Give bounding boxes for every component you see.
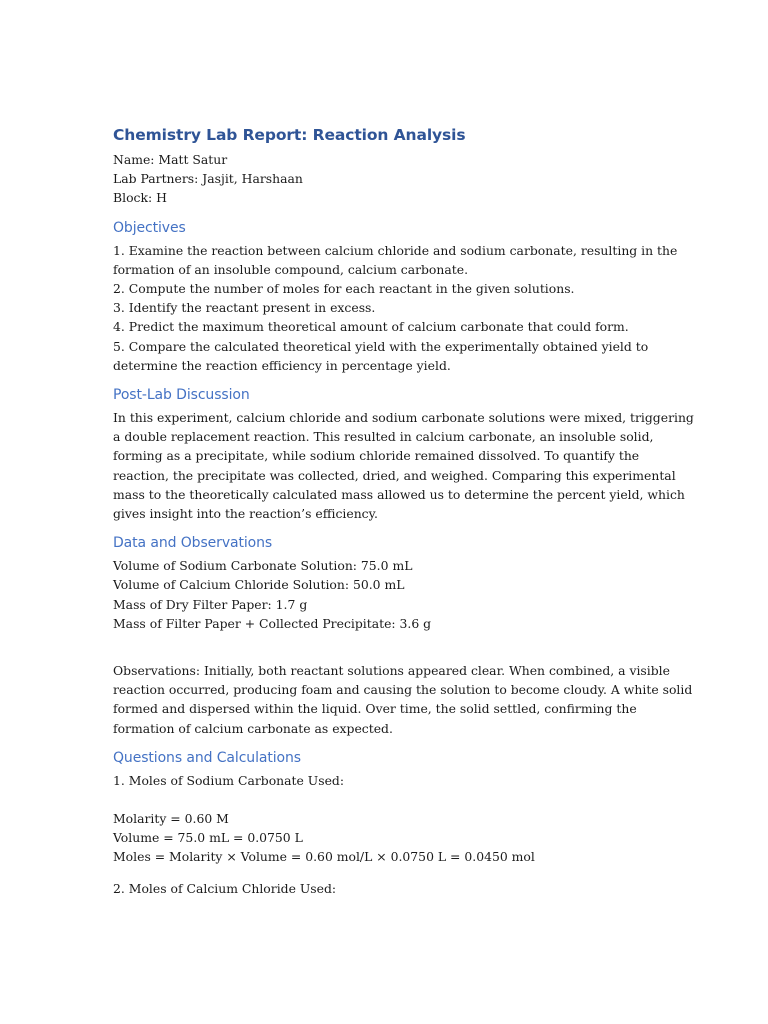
objective-line: formation of an insoluble compound, calcium carbonate. xyxy=(113,261,469,277)
calc-line: Volume = 75.0 mL = 0.0750 L xyxy=(113,830,303,846)
data-line: Mass of Dry Filter Paper: 1.7 g xyxy=(113,596,308,612)
discussion-heading: Post-Lab Discussion xyxy=(113,387,250,404)
objective-line: 5. Compare the calculated theoretical yield with the experimentally obtained yield to xyxy=(113,338,649,354)
objectives-heading: Objectives xyxy=(113,219,186,236)
question-2-title: 2. Moles of Calcium Chloride Used: xyxy=(113,880,337,896)
questions-heading: Questions and Calculations xyxy=(113,749,301,766)
student-name: Name: Matt Satur xyxy=(113,152,228,167)
observation-line: formed and dispersed within the liquid. Over time, the solid settled, confirming the xyxy=(113,701,637,717)
discussion-line: reaction, the precipitate was collected, dried, and weighed. Comparing this experimental xyxy=(113,467,676,483)
question-1-title: 1. Moles of Sodium Carbonate Used: xyxy=(113,772,345,788)
data-line: Volume of Sodium Carbonate Solution: 75.0 mL xyxy=(113,558,413,574)
lab-partners: Lab Partners: Jasjit, Harshaan xyxy=(113,171,303,187)
data-list xyxy=(113,556,673,633)
discussion-line: a double replacement reaction. This resulted in calcium carbonate, an insoluble solid, xyxy=(113,429,654,445)
objective-line: determine the reaction efficiency in percentage yield. xyxy=(113,357,451,373)
observation-line: reaction occurred, producing foam and causing the solution to become cloudy. A white solid xyxy=(113,682,693,698)
block: Block: H xyxy=(113,190,167,206)
data-line: Volume of Calcium Chloride Solution: 50.0 mL xyxy=(113,577,405,593)
objectives-list xyxy=(113,241,678,375)
observation-line: Observations: Initially, both reactant solutions appeared clear. When combined, a visible xyxy=(113,663,670,679)
calc-line: Molarity = 0.60 M xyxy=(113,811,229,827)
objective-line: 4. Predict the maximum theoretical amount of calcium carbonate that could form. xyxy=(113,319,629,335)
objective-line: 2. Compute the number of moles for each reactant in the given solutions. xyxy=(113,281,575,297)
discussion-line: forming as a precipitate, while sodium chloride remained dissolved. To quantify the xyxy=(113,448,640,464)
question-1-calculation xyxy=(113,809,673,867)
data-line: Mass of Filter Paper + Collected Precipitate: 3.6 g xyxy=(113,615,432,631)
report-title: Chemistry Lab Report: Reaction Analysis xyxy=(113,126,466,144)
observations-paragraph xyxy=(113,661,693,738)
objective-line: 1. Examine the reaction between calcium chloride and sodium carbonate, resulting in the xyxy=(113,242,678,258)
document-body xyxy=(113,124,694,898)
data-heading: Data and Observations xyxy=(113,535,273,552)
calc-line: Moles = Molarity × Volume = 0.60 mol/L × 0.0750 L = 0.0450 mol xyxy=(113,849,535,865)
discussion-line: mass to the theoretically calculated mass allowed us to determine the percent yield, which xyxy=(113,486,685,502)
discussion-line: gives insight into the reaction’s efficiency. xyxy=(113,506,378,522)
discussion-line: In this experiment, calcium chloride and sodium carbonate solutions were mixed, triggering xyxy=(113,410,694,426)
observation-line: formation of calcium carbonate as expected. xyxy=(113,720,393,736)
discussion-paragraph xyxy=(113,408,694,523)
objective-line: 3. Identify the reactant present in excess. xyxy=(113,300,376,316)
